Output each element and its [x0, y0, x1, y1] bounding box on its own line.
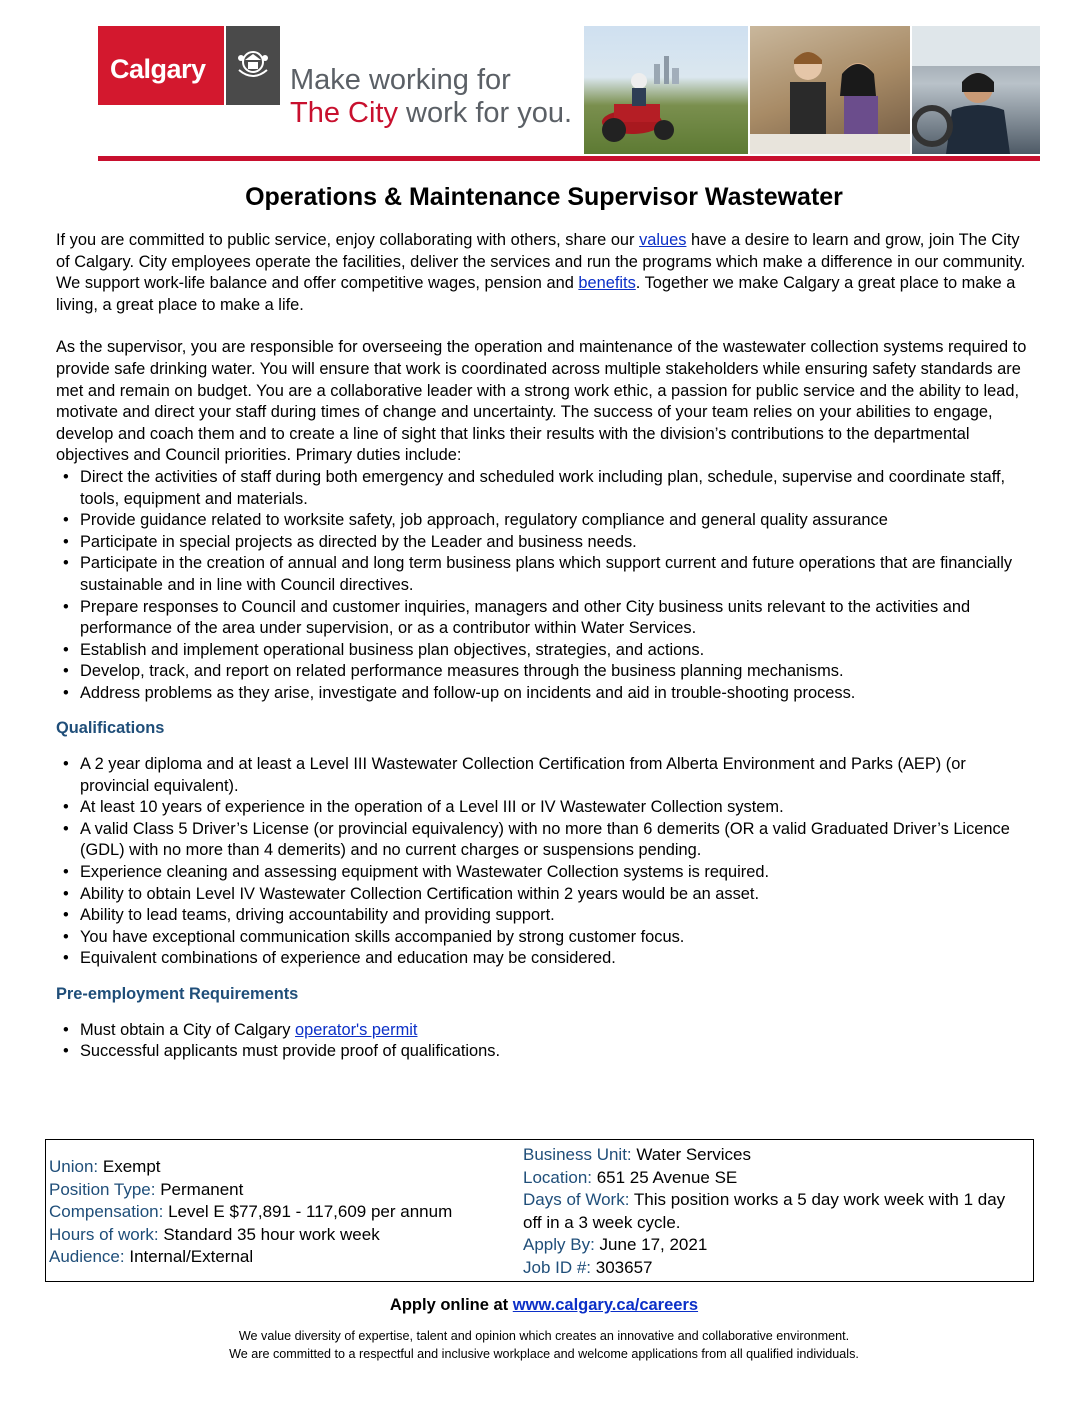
job-description	[56, 230, 1036, 1063]
list-item: • Experience cleaning and assessing equipment with Wastewater Collection systems is required.	[56, 862, 1036, 884]
header-banner	[98, 26, 1040, 162]
apply-by-value: June 17, 2021	[594, 1235, 708, 1254]
business-unit-value: Water Services	[631, 1145, 752, 1164]
careers-link[interactable]: www.calgary.ca/careers	[512, 1296, 699, 1314]
union-label: Union:	[49, 1157, 99, 1176]
logo-text: Calgary	[110, 54, 206, 84]
intro-paragraph	[56, 230, 1036, 316]
list-item: • Develop, track, and report on related performance measures through the business planning mechanisms.	[56, 661, 1036, 683]
duties-list	[56, 467, 1036, 705]
permit-text: Must obtain a City of Calgary	[80, 1020, 295, 1039]
preemployment-heading: Pre-employment Requirements	[56, 985, 299, 1003]
list-item: • Participate in the creation of annual and long term business plans which support current and future operations that are financially sustainable and in line with Council directives.	[56, 553, 1036, 596]
days-row	[523, 1189, 1013, 1234]
days-value: This position works a 5 day work week with 1 day off in a 3 week cycle.	[523, 1190, 1006, 1232]
crest-icon	[235, 48, 271, 82]
footer	[0, 1328, 1088, 1363]
tagline	[290, 64, 572, 130]
intro-text-b: have a desire to learn and grow, join The City of Calgary. City employees operate the facilities, deliver the services and run the programs which make a difference in our community. We support work-life balance and offer competitive wages, pension and	[56, 231, 1026, 293]
list-item: • Prepare responses to Council and customer inquiries, managers and other City business units relevant to the activities and performance of the area under supervision, or as a contributor within Water Services.	[56, 597, 1036, 640]
apply-by-label: Apply By:	[523, 1235, 595, 1254]
tagline-line1: Make working for	[290, 64, 511, 96]
apply-by-row	[523, 1234, 1013, 1257]
union-value: Exempt	[98, 1157, 161, 1176]
job-details-left	[49, 1156, 452, 1269]
intro-text-a: If you are committed to public service, enjoy collaborating with others, share our	[56, 231, 640, 249]
list-item: • Ability to obtain Level IV Wastewater Collection Certification within 2 years would be an asset.	[56, 884, 1036, 906]
list-item: • Ability to lead teams, driving accountability and providing support.	[56, 905, 1036, 927]
list-item	[56, 1020, 1036, 1042]
audience-row	[49, 1246, 452, 1269]
list-item: • You have exceptional communication skills accompanied by strong customer focus.	[56, 927, 1036, 949]
photo-mower	[584, 26, 748, 154]
benefits-link[interactable]: benefits	[578, 274, 636, 293]
tagline-line2	[290, 97, 572, 130]
footer-line2: We are committed to a respectful and inclusive workplace and welcome applications from all qualified individuals.	[229, 1346, 859, 1361]
days-label: Days of Work:	[523, 1190, 630, 1209]
tagline-rest: work for you.	[397, 97, 573, 129]
list-item: • Participate in special projects as directed by the Leader and business needs.	[56, 532, 1036, 554]
preemployment-list	[56, 1020, 1036, 1063]
page-title: Operations & Maintenance Supervisor Wastewater	[245, 183, 843, 211]
job-id-row	[523, 1257, 1013, 1280]
operators-permit-link[interactable]: operator's permit	[295, 1020, 418, 1039]
intro-text-c: . Together we make Calgary a great place to make a living, a great place to make a life.	[56, 274, 1016, 314]
location-row	[523, 1167, 1013, 1190]
values-link[interactable]: values	[639, 231, 687, 249]
list-item: • Establish and implement operational business plan objectives, strategies, and actions.	[56, 640, 1036, 662]
list-item: • Provide guidance related to worksite safety, job approach, regulatory compliance and general quality assurance	[56, 510, 1036, 532]
job-id-value: 303657	[591, 1257, 653, 1277]
list-item: • At least 10 years of experience in the operation of a Level III or IV Wastewater Collection system.	[56, 797, 1036, 819]
list-item: • Equivalent combinations of experience and education may be considered.	[56, 948, 1036, 970]
hours-label: Hours of work:	[49, 1224, 159, 1244]
supervisor-paragraph: As the supervisor, you are responsible for overseeing the operation and maintenance of the wastewater collection systems required to provide safe drinking water. You will ensure that work is coordinated across multiple stakeholders while ensuring safety standards are met and remain on budget. You are a collaborative leader with a strong work ethic, a passion for public service and the ability to lead, motivate and direct your staff during times of change and uncertainty. The success of your team relies on your abilities to engage, develop and coach them and to create a line of sight that links their results with the division’s contributions to the departmental objectives and Council priorities. Primary duties include:	[56, 338, 1027, 465]
hours-value: Standard 35 hour work week	[158, 1224, 380, 1244]
compensation-value: Level E $77,891 - 117,609 per annum	[163, 1202, 453, 1221]
job-details-right	[523, 1144, 1013, 1279]
qualifications-heading: Qualifications	[56, 719, 165, 738]
footer-line1: We value diversity of expertise, talent and opinion which creates an innovative and collaborative environment.	[238, 1329, 850, 1343]
city-crest	[226, 26, 280, 105]
compensation-label: Compensation:	[49, 1202, 164, 1221]
location-value: 651 25 Avenue SE	[592, 1167, 738, 1187]
qualifications-list	[56, 754, 1036, 970]
business-unit-row	[523, 1144, 1013, 1167]
job-id-label: Job ID #:	[523, 1257, 592, 1277]
photo-office	[750, 26, 910, 154]
header-photos	[584, 26, 1040, 154]
tagline-city: The City	[290, 97, 398, 129]
position-label: Position Type:	[49, 1179, 156, 1199]
business-unit-label: Business Unit:	[523, 1145, 632, 1164]
calgary-logo	[98, 26, 224, 105]
union-row	[49, 1156, 452, 1179]
job-details-box	[45, 1139, 1034, 1282]
hours-row	[49, 1224, 452, 1247]
apply-online	[0, 1296, 1088, 1315]
position-value: Permanent	[155, 1179, 244, 1199]
audience-value: Internal/External	[124, 1247, 254, 1266]
list-item: • A valid Class 5 Driver’s License (or provincial equivalency) with no more than 6 demerits (OR a valid Graduated Driver’s Licence (GDL) with no more than 4 demerits) and no current charges or suspensions pending.	[56, 819, 1036, 862]
photo-transit	[912, 26, 1040, 154]
apply-text: Apply online at	[389, 1296, 513, 1314]
location-label: Location:	[523, 1167, 592, 1187]
list-item: • Successful applicants must provide proof of qualifications.	[56, 1041, 1036, 1063]
list-item: • Address problems as they arise, investigate and follow-up on incidents and aid in trouble-shooting process.	[56, 683, 1036, 705]
list-item: • Direct the activities of staff during both emergency and scheduled work including plan, schedule, supervise and coordinate staff, tools, equipment and materials.	[56, 467, 1036, 510]
audience-label: Audience:	[49, 1247, 125, 1266]
position-row	[49, 1179, 452, 1202]
list-item: • A 2 year diploma and at least a Level III Wastewater Collection Certification from Alberta Environment and Parks (AEP) (or provincial equivalent).	[56, 754, 1036, 797]
header-red-rule	[98, 156, 1040, 161]
compensation-row	[49, 1201, 452, 1224]
